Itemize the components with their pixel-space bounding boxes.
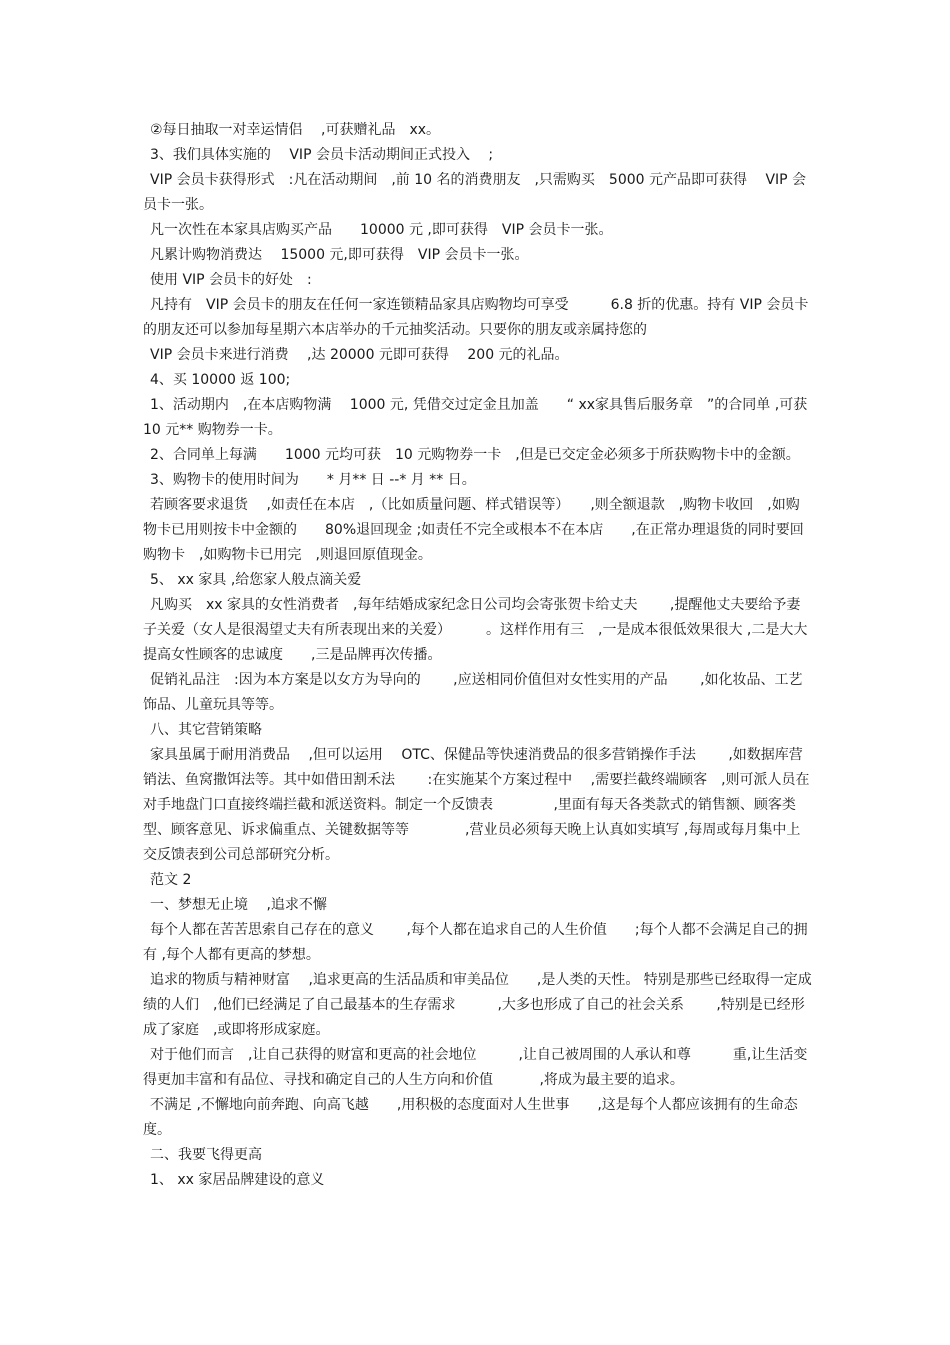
section-heading: 一、梦想无止境 ,追求不懈 (150, 897, 327, 913)
paragraph: 若顾客要求退货 ,如责任在本店 ,（比如质量问题、样式错误等） ,则全额退款 ,购物卡收回 ,如购物卡已用则按卡中金额的 80%退回现金 ;如责任不完全或根本不在本店 ,在正常办理退货的同时要回购物卡 ,如购物卡已用完 ,则退回原值现金。 (143, 497, 804, 563)
section-heading: 八、其它营销策略 (150, 722, 262, 738)
paragraph: 4、买 10000 返 100; (150, 372, 291, 388)
paragraph: 促销礼品注 :因为本方案是以女方为导向的 ,应送相同价值但对女性实用的产品 ,如化妆品、工艺饰品、儿童玩具等等。 (143, 672, 803, 713)
paragraph: 3、购物卡的使用时间为 * 月** 日 --* 月 ** 日。 (150, 472, 476, 488)
paragraph: 对于他们而言 ,让自己获得的财富和更高的社会地位 ,让自己被周围的人承认和尊 重,让生活变得更加丰富和有品位、寻找和确定自己的人生方向和价值 ,将成为最主要的追求。 (143, 1047, 808, 1088)
paragraph: 追求的物质与精神财富 ,追求更高的生活品质和审美品位 ,是人类的天性。 特别是那些已经取得一定成绩的人们 ,他们已经满足了自己最基本的生存需求 ,大多也形成了自己的社会关系 ,特别是已经形成了家庭 ,或即将形成家庭。 (143, 972, 812, 1038)
paragraph: 凡累计购物消费达 15000 元,即可获得 VIP 会员卡一张。 (150, 247, 529, 263)
document-body (143, 118, 813, 1193)
paragraph: VIP 会员卡获得形式 :凡在活动期间 ,前 10 名的消费朋友 ,只需购买 5000 元产品即可获得 VIP 会员卡一张。 (143, 172, 807, 213)
paragraph: 凡一次性在本家具店购买产品 10000 元 ,即可获得 VIP 会员卡一张。 (150, 222, 613, 238)
paragraph: 不满足 ,不懈地向前奔跑、向高飞越 ,用积极的态度面对人生世事 ,这是每个人都应该拥有的生命态度。 (143, 1097, 798, 1138)
paragraph: 凡购买 xx 家具的女性消费者 ,每年结婚成家纪念日公司均会寄张贺卡给丈夫 ,提醒他丈夫要给予妻子关爱（女人是很渴望丈夫有所表现出来的关爱） 。这样作用有三 ,一是成本很低效果很大 ,二是大大提高女性顾客的忠诚度 ,三是品牌再次传播。 (143, 597, 808, 663)
paragraph: 1、活动期内 ,在本店购物满 1000 元, 凭借交过定金且加盖 “ xx家具售后服务章 ”的合同单 ,可获 10 元** 购物券一卡。 (143, 397, 808, 438)
paragraph: ②每日抽取一对幸运情侣 ,可获赠礼品 xx。 (150, 122, 441, 138)
paragraph: 3、我们具体实施的 VIP 会员卡活动期间正式投入 ; (150, 147, 494, 163)
paragraph: 每个人都在苦苦思索自己存在的意义 ,每个人都在追求自己的人生价值 ;每个人都不会满足自己的拥有 ,每个人都有更高的梦想。 (143, 922, 808, 963)
paragraph: 凡持有 VIP 会员卡的朋友在任何一家连锁精品家具店购物均可享受 6.8 折的优惠。持有 VIP 会员卡的朋友还可以参加每星期六本店举办的千元抽奖活动。只要你的朋友或亲属持您的 (143, 297, 809, 338)
section-heading: 范文 2 (150, 872, 192, 888)
section-heading: 二、我要飞得更高 (150, 1147, 262, 1163)
paragraph: 5、 xx 家具 ,给您家人般点滴关爱 (150, 572, 362, 588)
paragraph: 2、合同单上每满 1000 元均可获 10 元购物券一卡 ,但是已交定金必须多于所获购物卡中的金额。 (150, 447, 800, 463)
paragraph: 1、 xx 家居品牌建设的意义 (150, 1172, 325, 1188)
paragraph: 家具虽属于耐用消费品 ,但可以运用 OTC、保健品等快速消费品的很多营销操作手法 ,如数据库营销法、鱼窝撒饵法等。其中如借田割禾法 :在实施某个方案过程中 ,需要拦截终端顾客 ,则可派人员在对手地盘门口直接终端拦截和派送资料。制定一个反馈表 ,里面有每天各类款式的销售额、顾客类型、顾客意见、诉求偏重点、关键数据等等 ,营业员必须每天晚上认真如实填写 ,每周或每月集中上交反馈表到公司总部研究分析。 (143, 747, 810, 863)
paragraph: VIP 会员卡来进行消费 ,达 20000 元即可获得 200 元的礼品。 (150, 347, 569, 363)
paragraph: 使用 VIP 会员卡的好处 : (150, 272, 312, 288)
